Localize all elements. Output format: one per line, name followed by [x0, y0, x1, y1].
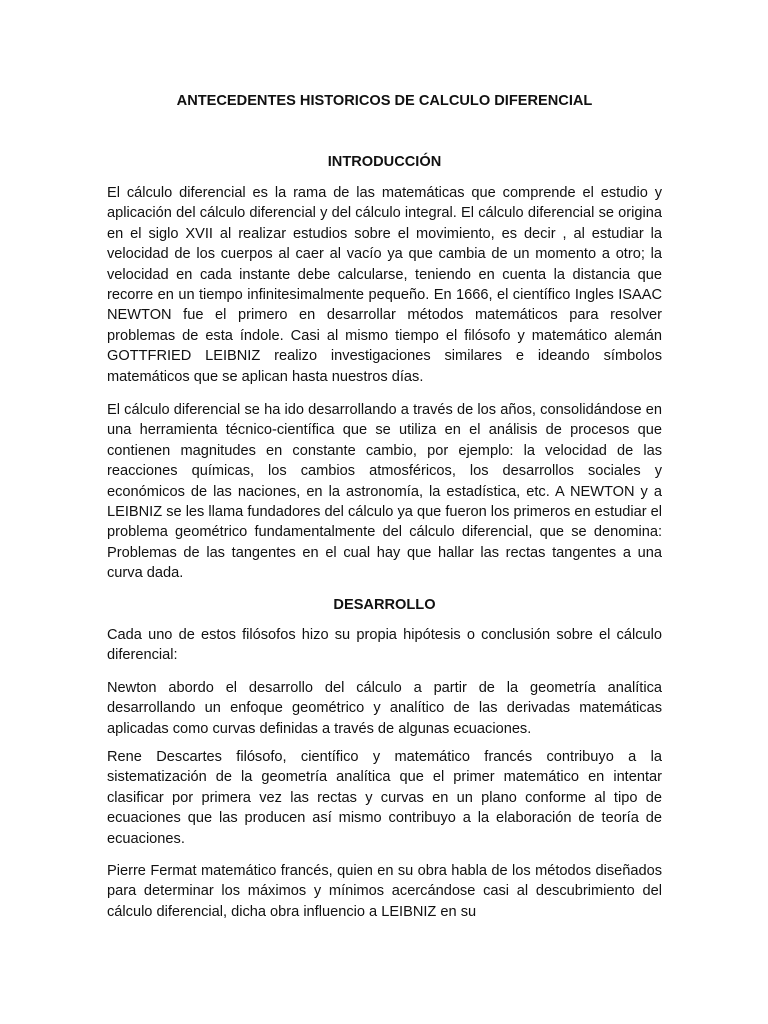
- development-paragraph-2: Newton abordo el desarrollo del cálculo a partir de la geometría analítica desarrollando un enfoque geométrico y analítico de las derivadas matemáticas aplicadas como curvas definidas a través de algunas ecuaciones.: [107, 680, 662, 737]
- document-page: [107, 0, 662, 1024]
- intro-paragraph-2: El cálculo diferencial se ha ido desarrollando a través de los años, consolidándose en una herramienta técnico-científica que se utiliza en el análisis de procesos que contienen magnitudes en constante cambio, por ejemplo: la velocidad de las reacciones químicas, los cambios atmosféricos, los desarrollos sociales y económicos de las naciones, en la astronomía, la estadística, etc. A NEWTON y a LEIBNIZ se les llama fundadores del cálculo ya que fueron los primeros en estudiar el problema geométrico fundamentalmente del cálculo diferencial, que se denomina: Problemas de las tangentes en el cual hay que hallar las rectas tangentes a una curva dada.: [107, 402, 662, 582]
- document-title: ANTECEDENTES HISTORICOS DE CALCULO DIFERENCIAL: [176, 93, 593, 109]
- development-paragraph-3: Rene Descartes filósofo, científico y matemático francés contribuyo a la sistematización de la geometría analítica que el primer matemático en intentar clasificar por primera vez las rectas y curvas en un plano conforme al tipo de ecuaciones que las producen así mismo contribuyo a la elaboración de teoría de ecuaciones.: [107, 749, 662, 847]
- development-paragraph-4: Pierre Fermat matemático francés, quien en su obra habla de los métodos diseñados para determinar los máximos y mínimos acercándose casi al descubrimiento del cálculo diferencial, dicha obra influencio a LEIBNIZ en su: [107, 863, 662, 920]
- development-heading: DESARROLLO: [333, 597, 436, 613]
- intro-paragraph-1: El cálculo diferencial es la rama de las matemáticas que comprende el estudio y aplicación del cálculo diferencial y del cálculo integral. El cálculo diferencial se origina en el siglo XVII al realizar estudios sobre el movimiento, es decir , al estudiar la velocidad de los cuerpos al caer al vacío ya que cambia de un momento a otro; la velocidad en cada instante debe calcularse, teniendo en cuenta la distancia que recorre en un tiempo infinitesimalmente pequeño. En 1666, el científico Ingles ISAAC NEWTON fue el primero en desarrollar métodos matemáticos para resolver problemas de esta índole. Casi al mismo tiempo el filósofo y matemático alemán GOTTFRIED LEIBNIZ realizo investigaciones similares e ideando símbolos matemáticos que se aplican hasta nuestros días.: [107, 185, 662, 385]
- introduction-heading: INTRODUCCIÓN: [327, 154, 442, 170]
- development-paragraph-1: Cada uno de estos filósofos hizo su propia hipótesis o conclusión sobre el cálculo diferencial:: [107, 627, 662, 664]
